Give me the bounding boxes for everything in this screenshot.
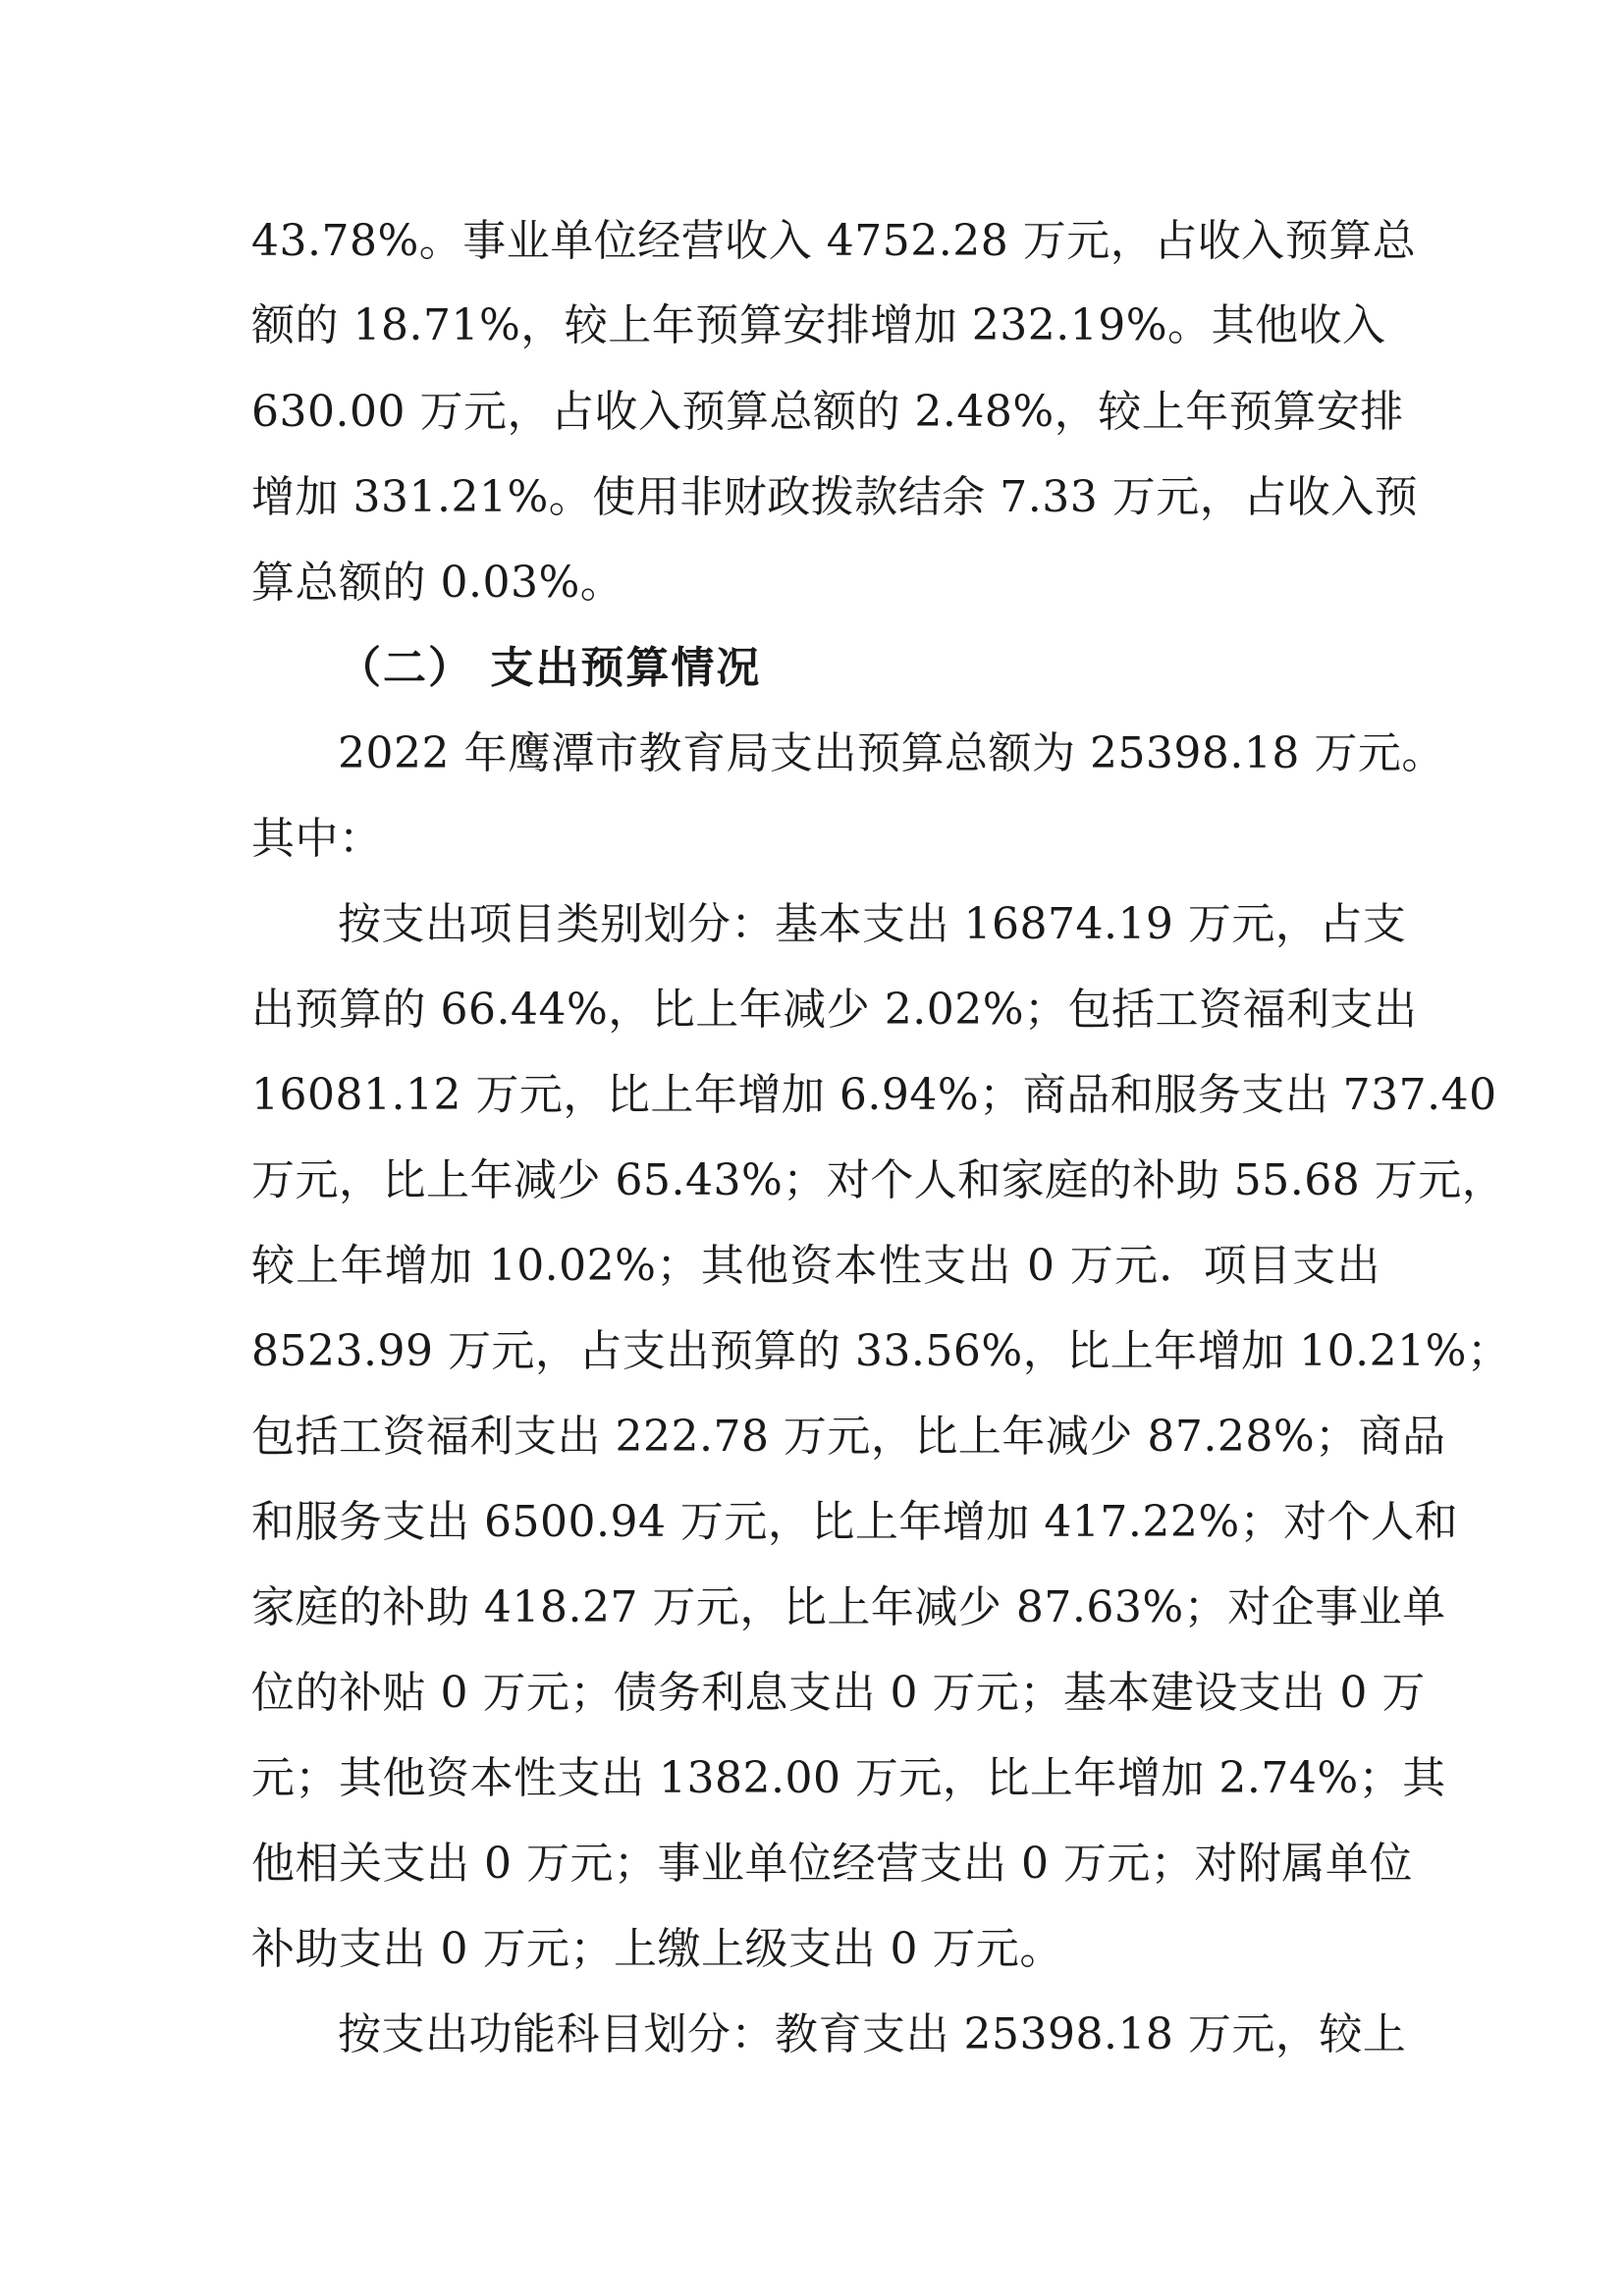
text-line: 包括工资福利支出 222.78 万元，比上年减少 87.28%；商品 [251,1412,1446,1462]
text-line: 较上年增加 10.02%；其他资本性支出 0 万元．项目支出 [251,1241,1380,1291]
section-heading: （二） 支出预算情况 [338,643,762,693]
text-line: 元；其他资本性支出 1382.00 万元，比上年增加 2.74%；其 [251,1753,1446,1803]
text-line: 补助支出 0 万元；上缴上级支出 0 万元。 [251,1924,1063,1974]
text-line: 出预算的 66.44%，比上年减少 2.02%；包括工资福利支出 [251,985,1418,1035]
text-line: 其中： [251,814,383,864]
text-line: 他相关支出 0 万元；事业单位经营支出 0 万元；对附属单位 [251,1839,1413,1889]
text-line: 家庭的补助 418.27 万元，比上年减少 87.63%；对企事业单 [251,1582,1446,1632]
text-line: 增加 331.21%。使用非财政拨款结余 7.33 万元，占收入预 [251,472,1419,522]
text-line: 按支出项目类别划分：基本支出 16874.19 万元，占支 [338,899,1407,949]
text-line: 万元，比上年减少 65.43%；对个人和家庭的补助 55.68 万元， [251,1155,1506,1205]
text-line: 8523.99 万元，占支出预算的 33.56%，比上年增加 10.21%； [251,1326,1511,1376]
text-line: 43.78%。事业单位经营收入 4752.28 万元，占收入预算总 [251,216,1417,266]
text-line: 和服务支出 6500.94 万元，比上年增加 417.22%；对个人和 [251,1497,1459,1547]
text-line: 630.00 万元，占收入预算总额的 2.48%，较上年预算安排 [251,387,1404,437]
text-line: 按支出功能科目划分：教育支出 25398.18 万元，较上 [338,2009,1407,2059]
text-line: 16081.12 万元，比上年增加 6.94%；商品和服务支出 737.40 [251,1070,1497,1120]
text-line: 位的补贴 0 万元；债务利息支出 0 万元；基本建设支出 0 万 [251,1668,1426,1718]
text-line: 算总额的 0.03%。 [251,558,624,608]
text-line: 2022 年鹰潭市教育局支出预算总额为 25398.18 万元。 [338,728,1445,778]
text-line: 额的 18.71%，较上年预算安排增加 232.19%。其他收入 [251,300,1386,350]
